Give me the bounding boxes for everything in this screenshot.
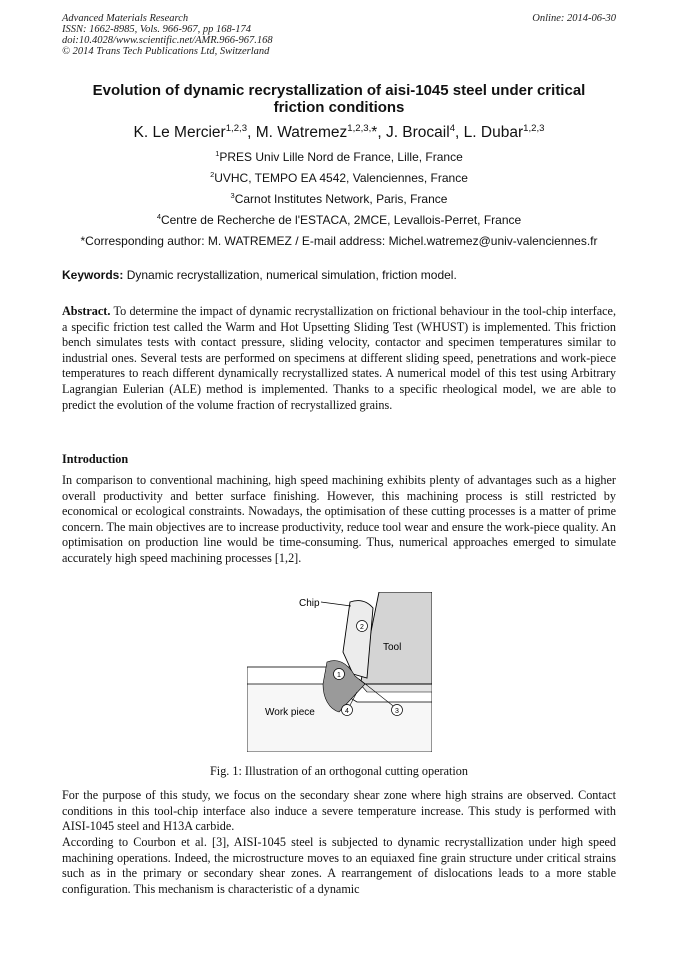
author-name: L. Dubar (463, 124, 524, 141)
affiliation-text: Centre de Recherche de l'ESTACA, 2MCE, Levallois-Perret, France (160, 213, 522, 227)
figure-orthogonal-cutting (247, 592, 432, 752)
doi-line: doi:10.4028/www.scientific.net/AMR.966-967.168 (62, 35, 273, 46)
online-date: Online: 2014-06-30 (532, 13, 616, 24)
author-list (62, 124, 616, 142)
journal-name: Advanced Materials Research (62, 13, 189, 24)
abstract-label: Abstract. (62, 304, 111, 318)
copyright-line: © 2014 Trans Tech Publications Ltd, Switzerland (62, 46, 270, 57)
author-affil-sup: 1,2,3 (225, 122, 248, 134)
section-heading-introduction: Introduction (62, 452, 129, 466)
keywords-text: Dynamic recrystallization, numerical simulation, friction model. (123, 268, 457, 282)
affiliation (62, 171, 616, 185)
intro-paragraph: In comparison to conventional machining, high speed machining exhibits plenty of advantages such as a higher overall productivity and better surface finishing. However, this machining process is still restricted by economical or ecological constraints. Nowadays, the optimisation of these cutting processes is a matter of prime concern. The main objectives are to increase productivity, reduce tool wear and ensure the work-piece quality. An optimisation on production line would be time-consuming. Thus, numerical approaches emerged to simulate accurately high speed machining processes [1,2]. (62, 473, 616, 565)
abstract (62, 304, 616, 413)
author-name: J. Brocail (385, 124, 450, 141)
issn-line: ISSN: 1662-8985, Vols. 966-967, pp 168-174 (62, 24, 251, 35)
author-name: M. Watremez (255, 124, 348, 141)
keywords-label: Keywords: (62, 268, 124, 282)
tool-shape (361, 592, 432, 684)
author-separator: *, (371, 124, 386, 141)
keywords (62, 268, 616, 282)
paper-title (62, 82, 616, 116)
zone-4-number: 4 (345, 708, 349, 715)
affiliation-sup: 2 (210, 170, 215, 179)
affiliation (62, 213, 616, 227)
author-name: K. Le Mercier (133, 124, 226, 141)
affiliation-sup: 4 (156, 212, 161, 221)
author-affil-sup: 1,2,3, (347, 122, 372, 134)
zone-1-number: 1 (337, 672, 341, 679)
author-separator: , (247, 124, 256, 141)
cutting-diagram (247, 592, 432, 752)
title-line-2: friction conditions (273, 99, 405, 116)
journal-header (62, 13, 273, 57)
author-affil-sup: 1,2,3 (523, 122, 545, 134)
author-affil-sup: 4 (449, 122, 456, 134)
author-separator: , (455, 124, 464, 141)
body-paragraph: According to Courbon et al. [3], AISI-1045 steel is subjected to dynamic recrystallization under high speed machining operations. Indeed, the microstructure moves to an equiaxed fine grain structure under critical strains such as in the primary or secondary shear zones. A rearrangement of dislocations leads to a more stable configuration. This mechanism is characteristic of a dynamic (62, 835, 616, 896)
affiliation (62, 150, 616, 164)
workpiece-label: Work piece (265, 707, 315, 718)
zone-3-number: 3 (395, 708, 399, 715)
corresponding-author: *Corresponding author: M. WATREMEZ / E-mail address: Michel.watremez@univ-valenciennes.fr (80, 234, 598, 248)
affiliation-text: PRES Univ Lille Nord de France, Lille, France (219, 150, 463, 164)
affiliation-text: UVHC, TEMPO EA 4542, Valenciennes, France (214, 171, 468, 185)
chip-label: Chip (299, 598, 320, 609)
figure-caption: Fig. 1: Illustration of an orthogonal cutting operation (210, 764, 468, 778)
affiliation-text: Carnot Institutes Network, Paris, France (234, 192, 448, 206)
chip-leader-line (321, 602, 351, 606)
tool-label: Tool (383, 642, 402, 653)
affiliation (62, 192, 616, 206)
affiliation-sup: 1 (215, 149, 220, 158)
body-paragraph: For the purpose of this study, we focus on the secondary shear zone where high strains are observed. Contact conditions in this tool-chip interface also induce a severe temperature increase. This study is performed with AISI-1045 steel and H13A carbide. (62, 788, 616, 834)
abstract-text: To determine the impact of dynamic recrystallization on frictional behaviour in the tool-chip interface, a specific friction test called the Warm and Hot Upsetting Sliding Test (WHUST) is implemented. This friction bench simulates tests with contact pressure, sliding velocity, contactor and specimen temperatures similar to industrial ones. Several tests are performed on specimens at different sliding speed, penetrations and work-piece temperatures to reach different dynamically recrystallized states. A numerical model of this test using Arbitrary Lagrangian Eulerian (ALE) method is implemented. Thanks to a specific rheological model, we are able to predict the evolution of the volume fraction of recrystallized grains. (62, 304, 616, 412)
affiliation-sup: 3 (230, 191, 235, 200)
title-line-1: Evolution of dynamic recrystallization of aisi-1045 steel under critical (92, 82, 586, 99)
zone-2-number: 2 (360, 624, 364, 631)
